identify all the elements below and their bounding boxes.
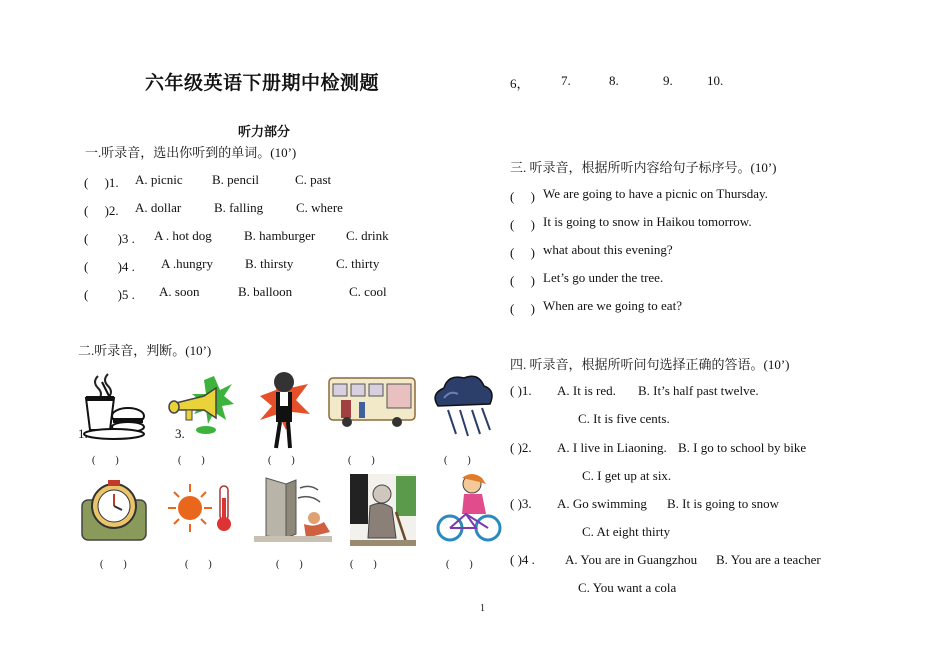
- sentence-text: Let’s go under the tree.: [543, 270, 664, 285]
- question-number: ( )1.: [84, 175, 119, 190]
- option-a: A. picnic: [135, 172, 183, 187]
- question-number: ( )3.: [510, 496, 532, 511]
- option-b: B. hamburger: [244, 228, 316, 243]
- rain-cloud-icon: [430, 372, 494, 440]
- answer-paren: ( ): [446, 559, 473, 570]
- option-b: B. thirsty: [245, 256, 294, 271]
- food-icon: [80, 372, 148, 440]
- wind-icon: [252, 474, 334, 544]
- option-a: A. soon: [159, 284, 200, 299]
- number-10: 10.: [707, 73, 724, 88]
- question-number: ( )2.: [510, 440, 532, 455]
- answer-paren: ( ): [100, 559, 127, 570]
- number-9: 9.: [663, 73, 673, 88]
- answer-paren: ( ): [178, 455, 205, 466]
- clock-icon: [80, 476, 148, 546]
- option-c: C. drink: [346, 228, 389, 243]
- option-a: A .hungry: [161, 256, 213, 271]
- number-6: 6，: [510, 76, 530, 91]
- option-a: A. Go swimming: [557, 496, 647, 511]
- option-a: A. You are in Guangzhou: [565, 552, 698, 567]
- option-c: C. It is five cents.: [578, 411, 670, 426]
- option-c: C. cool: [349, 284, 387, 299]
- answer-paren: ( ): [185, 559, 212, 570]
- answer-paren: ( ): [510, 301, 535, 316]
- option-c: C. At eight thirty: [582, 524, 671, 539]
- girl-bike-icon: [436, 472, 502, 544]
- sentence-text: what about this evening?: [543, 242, 673, 257]
- sentence-text: We are going to have a picnic on Thursday.: [543, 186, 768, 201]
- option-b: B. It is going to snow: [667, 496, 779, 511]
- option-b: B. You are a teacher: [716, 552, 821, 567]
- answer-paren: ( ): [444, 455, 471, 466]
- sentence-text: It is going to snow in Haikou tomorrow.: [543, 214, 752, 229]
- question-number: ( )5 .: [84, 287, 135, 302]
- option-b: B. pencil: [212, 172, 259, 187]
- man-phone-icon: [256, 368, 312, 450]
- number-7: 7.: [561, 73, 571, 88]
- answer-paren: ( ): [276, 559, 303, 570]
- answer-paren: ( ): [510, 189, 535, 204]
- option-c: C. where: [296, 200, 343, 215]
- option-b: B. It’s half past twelve.: [638, 383, 759, 398]
- option-a: A. I live in Liaoning.: [557, 440, 667, 455]
- question-number: ( )2.: [84, 203, 119, 218]
- sentence-text: When are we going to eat?: [543, 298, 682, 313]
- answer-paren: ( ): [510, 245, 535, 260]
- question-number: ( )4 .: [84, 259, 135, 274]
- option-a: A. It is red.: [557, 383, 616, 398]
- picture-label-1: 1.: [78, 426, 88, 441]
- option-c: C. I get up at six.: [582, 468, 672, 483]
- option-b: B. falling: [214, 200, 264, 215]
- section1-heading: 一.听录音，选出你听到的单词。(10’): [85, 145, 297, 160]
- bus-icon: [327, 374, 417, 428]
- page-title: 六年级英语下册期中检测题: [145, 73, 380, 94]
- page-number: 1: [480, 603, 485, 614]
- question-number: ( )3 .: [84, 231, 135, 246]
- option-c: C. You want a cola: [578, 580, 677, 595]
- answer-paren: ( ): [510, 217, 535, 232]
- option-c: C. thirty: [336, 256, 380, 271]
- answer-paren: ( ): [350, 559, 377, 570]
- answer-paren: ( ): [268, 455, 295, 466]
- option-b: B. balloon: [238, 284, 293, 299]
- answer-paren: ( ): [92, 455, 119, 466]
- old-woman-icon: [350, 474, 416, 546]
- option-c: C. past: [295, 172, 332, 187]
- option-b: B. I go to school by bike: [678, 440, 807, 455]
- option-a: A. dollar: [135, 200, 182, 215]
- answer-paren: ( ): [510, 273, 535, 288]
- question-number: ( )1.: [510, 383, 532, 398]
- option-a: A . hot dog: [154, 228, 212, 243]
- listening-heading: 听力部分: [238, 124, 291, 139]
- section4-heading: 四. 听录音，根据所听问句选择正确的答语。(10’): [510, 357, 790, 372]
- section3-heading: 三. 听录音，根据所听内容给句子标序号。(10’): [510, 160, 777, 175]
- answer-paren: ( ): [348, 455, 375, 466]
- question-number: ( )4 .: [510, 552, 535, 567]
- section2-heading: 二.听录音，判断。(10’): [78, 343, 212, 358]
- number-8: 8.: [609, 73, 619, 88]
- picture-label-3: 3.: [175, 426, 185, 441]
- sun-thermometer-icon: [166, 482, 236, 534]
